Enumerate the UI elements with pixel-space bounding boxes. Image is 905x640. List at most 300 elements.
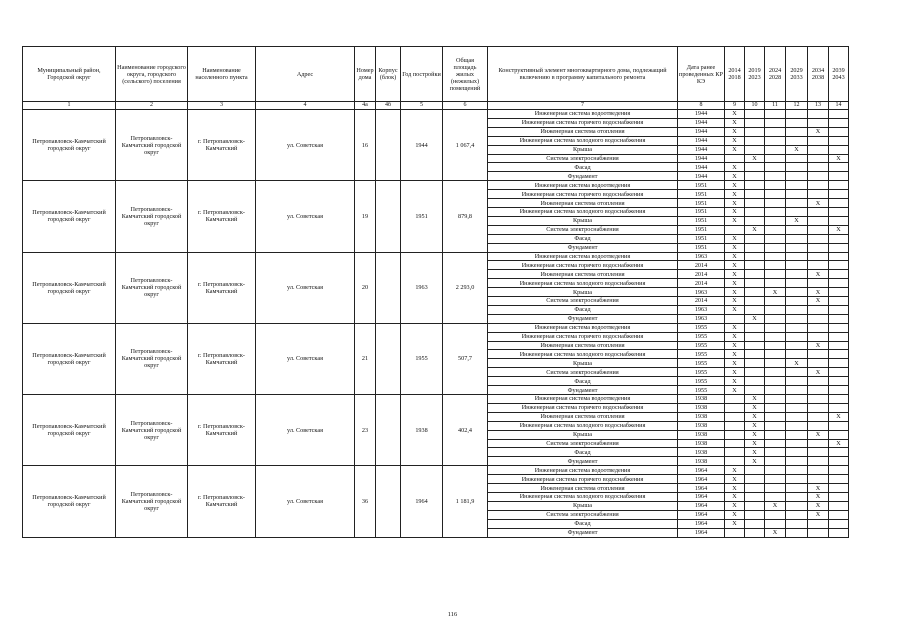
address-cell: ул. Советская (256, 466, 355, 537)
period-mark-cell (829, 341, 849, 350)
period-mark-cell (808, 279, 829, 288)
element-name-cell: Фундамент (488, 314, 678, 323)
period-mark-cell (829, 163, 849, 172)
header-row (23, 47, 849, 102)
period-mark-cell (786, 439, 808, 448)
column-number: 8 (678, 102, 725, 110)
column-number: 1 (23, 102, 116, 110)
period-mark-cell: X (808, 501, 829, 510)
period-mark-cell (786, 368, 808, 377)
period-mark-cell (765, 225, 786, 234)
header-year-period: 2019 2023 (745, 47, 765, 102)
previous-repair-cell: 1938 (678, 430, 725, 439)
previous-repair-cell: 1955 (678, 386, 725, 395)
period-mark-cell (786, 225, 808, 234)
period-mark-cell: X (765, 528, 786, 537)
build-year-cell: 1944 (401, 110, 443, 181)
period-mark-cell (829, 323, 849, 332)
period-mark-cell (786, 403, 808, 412)
period-mark-cell: X (745, 314, 765, 323)
period-mark-cell (829, 501, 849, 510)
period-mark-cell: X (745, 395, 765, 404)
period-mark-cell (808, 350, 829, 359)
previous-repair-cell: 1955 (678, 341, 725, 350)
column-number: 14 (829, 102, 849, 110)
period-mark-cell: X (808, 430, 829, 439)
period-mark-cell (765, 510, 786, 519)
period-mark-cell: X (725, 475, 745, 484)
period-mark-cell (829, 305, 849, 314)
period-mark-cell: X (725, 243, 745, 252)
period-mark-cell (786, 350, 808, 359)
period-mark-cell: X (725, 279, 745, 288)
period-mark-cell (829, 110, 849, 119)
table-row (23, 466, 849, 475)
house-number-cell: 20 (355, 252, 376, 323)
period-mark-cell (765, 252, 786, 261)
element-name-cell: Инженерная система холодного водоснабжения (488, 207, 678, 216)
period-mark-cell (745, 297, 765, 306)
period-mark-cell (786, 386, 808, 395)
area-cell: 2 293,0 (443, 252, 488, 323)
column-number: 6 (443, 102, 488, 110)
period-mark-cell: X (725, 297, 745, 306)
header-year-period: 2034 2038 (808, 47, 829, 102)
period-mark-cell: X (745, 154, 765, 163)
previous-repair-cell: 1951 (678, 207, 725, 216)
table-body (23, 110, 849, 538)
period-mark-cell (725, 395, 745, 404)
previous-repair-cell: 2014 (678, 279, 725, 288)
period-mark-cell (745, 270, 765, 279)
element-name-cell: Крыша (488, 501, 678, 510)
period-mark-cell: X (725, 368, 745, 377)
period-mark-cell: X (725, 350, 745, 359)
period-mark-cell: X (725, 386, 745, 395)
period-mark-cell: X (725, 163, 745, 172)
period-mark-cell (829, 332, 849, 341)
address-cell: ул. Советская (256, 110, 355, 181)
district-cell: Петропавловск-Камчатский городской округ (23, 466, 116, 537)
settlement-cell: Петропавловск-Камчатский городской округ (116, 395, 188, 466)
period-mark-cell (786, 181, 808, 190)
period-mark-cell: X (745, 225, 765, 234)
period-mark-cell: X (725, 145, 745, 154)
period-mark-cell: X (725, 332, 745, 341)
period-mark-cell: X (725, 519, 745, 528)
period-mark-cell (829, 510, 849, 519)
period-mark-cell: X (725, 305, 745, 314)
period-mark-cell (745, 216, 765, 225)
period-mark-cell: X (725, 127, 745, 136)
period-mark-cell (765, 305, 786, 314)
period-mark-cell (829, 314, 849, 323)
period-mark-cell (765, 199, 786, 208)
period-mark-cell (786, 484, 808, 493)
period-mark-cell: X (808, 127, 829, 136)
period-mark-cell (786, 190, 808, 199)
period-mark-cell (725, 154, 745, 163)
previous-repair-cell: 1938 (678, 403, 725, 412)
period-mark-cell (829, 519, 849, 528)
house-number-cell: 16 (355, 110, 376, 181)
period-mark-cell: X (745, 421, 765, 430)
period-mark-cell (829, 199, 849, 208)
period-mark-cell (786, 297, 808, 306)
period-mark-cell (786, 127, 808, 136)
period-mark-cell (786, 492, 808, 501)
period-mark-cell (808, 145, 829, 154)
period-mark-cell (765, 350, 786, 359)
period-mark-cell (745, 110, 765, 119)
previous-repair-cell: 1964 (678, 528, 725, 537)
period-mark-cell (745, 252, 765, 261)
previous-repair-cell: 1944 (678, 154, 725, 163)
house-number-cell: 19 (355, 181, 376, 252)
element-name-cell: Инженерная система отопления (488, 127, 678, 136)
previous-repair-cell: 1938 (678, 439, 725, 448)
previous-repair-cell: 1955 (678, 359, 725, 368)
period-mark-cell (745, 136, 765, 145)
period-mark-cell: X (725, 110, 745, 119)
previous-repair-cell: 1944 (678, 118, 725, 127)
period-mark-cell: X (808, 368, 829, 377)
period-mark-cell (765, 314, 786, 323)
period-mark-cell (725, 225, 745, 234)
previous-repair-cell: 1944 (678, 127, 725, 136)
element-name-cell: Инженерная система водоотведения (488, 466, 678, 475)
previous-repair-cell: 1951 (678, 190, 725, 199)
period-mark-cell: X (725, 484, 745, 493)
period-mark-cell (745, 172, 765, 181)
period-mark-cell: X (765, 501, 786, 510)
period-mark-cell: X (829, 154, 849, 163)
previous-repair-cell: 1938 (678, 412, 725, 421)
period-mark-cell (745, 519, 765, 528)
table-row (23, 110, 849, 119)
period-mark-cell (829, 279, 849, 288)
element-name-cell: Инженерная система водоотведения (488, 252, 678, 261)
element-name-cell: Инженерная система водоотведения (488, 323, 678, 332)
period-mark-cell (765, 519, 786, 528)
header-year-period: 2029 2033 (786, 47, 808, 102)
table-row (23, 323, 849, 332)
element-name-cell: Инженерная система холодного водоснабжения (488, 350, 678, 359)
period-mark-cell: X (725, 501, 745, 510)
period-mark-cell (745, 475, 765, 484)
element-name-cell: Инженерная система отопления (488, 484, 678, 493)
period-mark-cell (765, 377, 786, 386)
period-mark-cell: X (725, 492, 745, 501)
previous-repair-cell: 1951 (678, 181, 725, 190)
period-mark-cell (829, 172, 849, 181)
period-mark-cell (765, 448, 786, 457)
address-cell: ул. Советская (256, 395, 355, 466)
previous-repair-cell: 1955 (678, 350, 725, 359)
period-mark-cell (745, 350, 765, 359)
previous-repair-cell: 1951 (678, 225, 725, 234)
element-name-cell: Крыша (488, 216, 678, 225)
period-mark-cell (745, 145, 765, 154)
period-mark-cell (745, 243, 765, 252)
period-mark-cell (765, 386, 786, 395)
period-mark-cell (786, 519, 808, 528)
period-mark-cell (829, 270, 849, 279)
period-mark-cell (765, 216, 786, 225)
element-name-cell: Инженерная система горячего водоснабжения (488, 261, 678, 270)
period-mark-cell (786, 172, 808, 181)
period-mark-cell (765, 172, 786, 181)
column-number: 3 (188, 102, 256, 110)
element-name-cell: Система электроснабжения (488, 297, 678, 306)
area-cell: 1 181,9 (443, 466, 488, 537)
period-mark-cell: X (745, 430, 765, 439)
period-mark-cell (786, 110, 808, 119)
element-name-cell: Инженерная система холодного водоснабжения (488, 136, 678, 145)
period-mark-cell (786, 279, 808, 288)
period-mark-cell (725, 439, 745, 448)
previous-repair-cell: 1938 (678, 421, 725, 430)
header-year-period: 2039 2043 (829, 47, 849, 102)
locality-cell: г. Петропавловск-Камчатский (188, 252, 256, 323)
period-mark-cell (808, 154, 829, 163)
period-mark-cell (808, 216, 829, 225)
element-name-cell: Система электроснабжения (488, 439, 678, 448)
period-mark-cell (808, 136, 829, 145)
period-mark-cell (725, 430, 745, 439)
element-name-cell: Крыша (488, 430, 678, 439)
period-mark-cell: X (725, 270, 745, 279)
element-name-cell: Инженерная система отопления (488, 412, 678, 421)
period-mark-cell (725, 448, 745, 457)
period-mark-cell (829, 403, 849, 412)
locality-cell: г. Петропавловск-Камчатский (188, 395, 256, 466)
period-mark-cell (765, 234, 786, 243)
period-mark-cell: X (725, 466, 745, 475)
header-block: Корпус (блок) (376, 47, 401, 102)
area-cell: 1 067,4 (443, 110, 488, 181)
period-mark-cell (829, 430, 849, 439)
period-mark-cell (745, 341, 765, 350)
period-mark-cell: X (808, 270, 829, 279)
period-mark-cell (786, 118, 808, 127)
previous-repair-cell: 1964 (678, 501, 725, 510)
column-number: 4 (256, 102, 355, 110)
period-mark-cell (745, 484, 765, 493)
period-mark-cell (745, 386, 765, 395)
previous-repair-cell: 1955 (678, 323, 725, 332)
previous-repair-cell: 1938 (678, 457, 725, 466)
previous-repair-cell: 1964 (678, 510, 725, 519)
district-cell: Петропавловск-Камчатский городской округ (23, 395, 116, 466)
locality-cell: г. Петропавловск-Камчатский (188, 466, 256, 537)
block-cell (376, 395, 401, 466)
element-name-cell: Инженерная система отопления (488, 199, 678, 208)
element-name-cell: Инженерная система горячего водоснабжения (488, 190, 678, 199)
header-district: Муниципальный район, Городской округ (23, 47, 116, 102)
period-mark-cell (829, 457, 849, 466)
period-mark-cell (745, 261, 765, 270)
period-mark-cell: X (786, 145, 808, 154)
period-mark-cell (765, 492, 786, 501)
period-mark-cell: X (725, 172, 745, 181)
element-name-cell: Инженерная система горячего водоснабжения (488, 118, 678, 127)
period-mark-cell: X (745, 457, 765, 466)
element-name-cell: Фасад (488, 163, 678, 172)
previous-repair-cell: 1951 (678, 199, 725, 208)
period-mark-cell (829, 207, 849, 216)
period-mark-cell: X (725, 234, 745, 243)
period-mark-cell (786, 430, 808, 439)
period-mark-cell (765, 439, 786, 448)
period-mark-cell (765, 145, 786, 154)
period-mark-cell (829, 475, 849, 484)
period-mark-cell (808, 207, 829, 216)
period-mark-cell (808, 475, 829, 484)
period-mark-cell (745, 359, 765, 368)
period-mark-cell (765, 163, 786, 172)
period-mark-cell (786, 466, 808, 475)
element-name-cell: Фасад (488, 448, 678, 457)
period-mark-cell (808, 377, 829, 386)
locality-cell: г. Петропавловск-Камчатский (188, 323, 256, 394)
period-mark-cell (786, 261, 808, 270)
period-mark-cell (808, 395, 829, 404)
period-mark-cell (765, 403, 786, 412)
period-mark-cell: X (725, 261, 745, 270)
build-year-cell: 1963 (401, 252, 443, 323)
period-mark-cell (786, 377, 808, 386)
period-mark-cell (745, 288, 765, 297)
period-mark-cell (808, 528, 829, 537)
previous-repair-cell: 1964 (678, 475, 725, 484)
column-number: 4б (376, 102, 401, 110)
header-locality: Наименование населенного пункта (188, 47, 256, 102)
period-mark-cell (786, 341, 808, 350)
period-mark-cell: X (725, 323, 745, 332)
page-number: 116 (447, 611, 458, 618)
period-mark-cell (765, 421, 786, 430)
element-name-cell: Система электроснабжения (488, 154, 678, 163)
locality-cell: г. Петропавловск-Камчатский (188, 110, 256, 181)
period-mark-cell (765, 243, 786, 252)
period-mark-cell (765, 359, 786, 368)
element-name-cell: Фундамент (488, 457, 678, 466)
period-mark-cell (786, 501, 808, 510)
period-mark-cell: X (725, 341, 745, 350)
period-mark-cell (786, 163, 808, 172)
period-mark-cell (786, 528, 808, 537)
period-mark-cell (808, 386, 829, 395)
period-mark-cell (829, 448, 849, 457)
period-mark-cell (829, 386, 849, 395)
period-mark-cell (829, 368, 849, 377)
period-mark-cell: X (829, 412, 849, 421)
period-mark-cell (829, 484, 849, 493)
period-mark-cell (765, 323, 786, 332)
table-row (23, 252, 849, 261)
district-cell: Петропавловск-Камчатский городской округ (23, 110, 116, 181)
period-mark-cell (725, 457, 745, 466)
settlement-cell: Петропавловск-Камчатский городской округ (116, 323, 188, 394)
period-mark-cell (786, 448, 808, 457)
table-row (23, 181, 849, 190)
element-name-cell: Система электроснабжения (488, 225, 678, 234)
element-name-cell: Фундамент (488, 528, 678, 537)
period-mark-cell: X (808, 510, 829, 519)
previous-repair-cell: 1944 (678, 163, 725, 172)
period-mark-cell (725, 314, 745, 323)
element-name-cell: Инженерная система холодного водоснабжения (488, 421, 678, 430)
header-year-period: 2014 2018 (725, 47, 745, 102)
period-mark-cell (829, 118, 849, 127)
period-mark-cell (829, 492, 849, 501)
element-name-cell: Фундамент (488, 386, 678, 395)
previous-repair-cell: 1944 (678, 145, 725, 154)
period-mark-cell (745, 234, 765, 243)
period-mark-cell (725, 421, 745, 430)
column-number: 2 (116, 102, 188, 110)
previous-repair-cell: 2014 (678, 297, 725, 306)
period-mark-cell (765, 279, 786, 288)
period-mark-cell (786, 323, 808, 332)
previous-repair-cell: 1964 (678, 484, 725, 493)
period-mark-cell: X (725, 118, 745, 127)
previous-repair-cell: 1944 (678, 136, 725, 145)
capital-repair-table (22, 46, 849, 538)
period-mark-cell (808, 359, 829, 368)
previous-repair-cell: 1955 (678, 377, 725, 386)
house-number-cell: 36 (355, 466, 376, 537)
previous-repair-cell: 1951 (678, 216, 725, 225)
period-mark-cell: X (725, 510, 745, 519)
period-mark-cell (765, 395, 786, 404)
period-mark-cell: X (725, 207, 745, 216)
period-mark-cell (745, 163, 765, 172)
period-mark-cell (786, 421, 808, 430)
period-mark-cell (745, 528, 765, 537)
period-mark-cell (808, 448, 829, 457)
period-mark-cell: X (725, 136, 745, 145)
period-mark-cell (829, 243, 849, 252)
period-mark-cell (765, 297, 786, 306)
previous-repair-cell: 1964 (678, 519, 725, 528)
district-cell: Петропавловск-Камчатский городской округ (23, 181, 116, 252)
period-mark-cell (765, 368, 786, 377)
period-mark-cell: X (786, 216, 808, 225)
build-year-cell: 1938 (401, 395, 443, 466)
period-mark-cell: X (725, 252, 745, 261)
previous-repair-cell: 2014 (678, 261, 725, 270)
period-mark-cell (786, 510, 808, 519)
period-mark-cell (829, 234, 849, 243)
period-mark-cell (786, 154, 808, 163)
district-cell: Петропавловск-Камчатский городской округ (23, 323, 116, 394)
period-mark-cell: X (745, 439, 765, 448)
block-cell (376, 110, 401, 181)
period-mark-cell (808, 252, 829, 261)
period-mark-cell (725, 528, 745, 537)
period-mark-cell (765, 332, 786, 341)
element-name-cell: Инженерная система горячего водоснабжения (488, 475, 678, 484)
block-cell (376, 181, 401, 252)
period-mark-cell (786, 207, 808, 216)
period-mark-cell (765, 341, 786, 350)
header-address: Адрес (256, 47, 355, 102)
element-name-cell: Инженерная система горячего водоснабжения (488, 403, 678, 412)
element-name-cell: Инженерная система водоотведения (488, 395, 678, 404)
area-cell: 879,8 (443, 181, 488, 252)
